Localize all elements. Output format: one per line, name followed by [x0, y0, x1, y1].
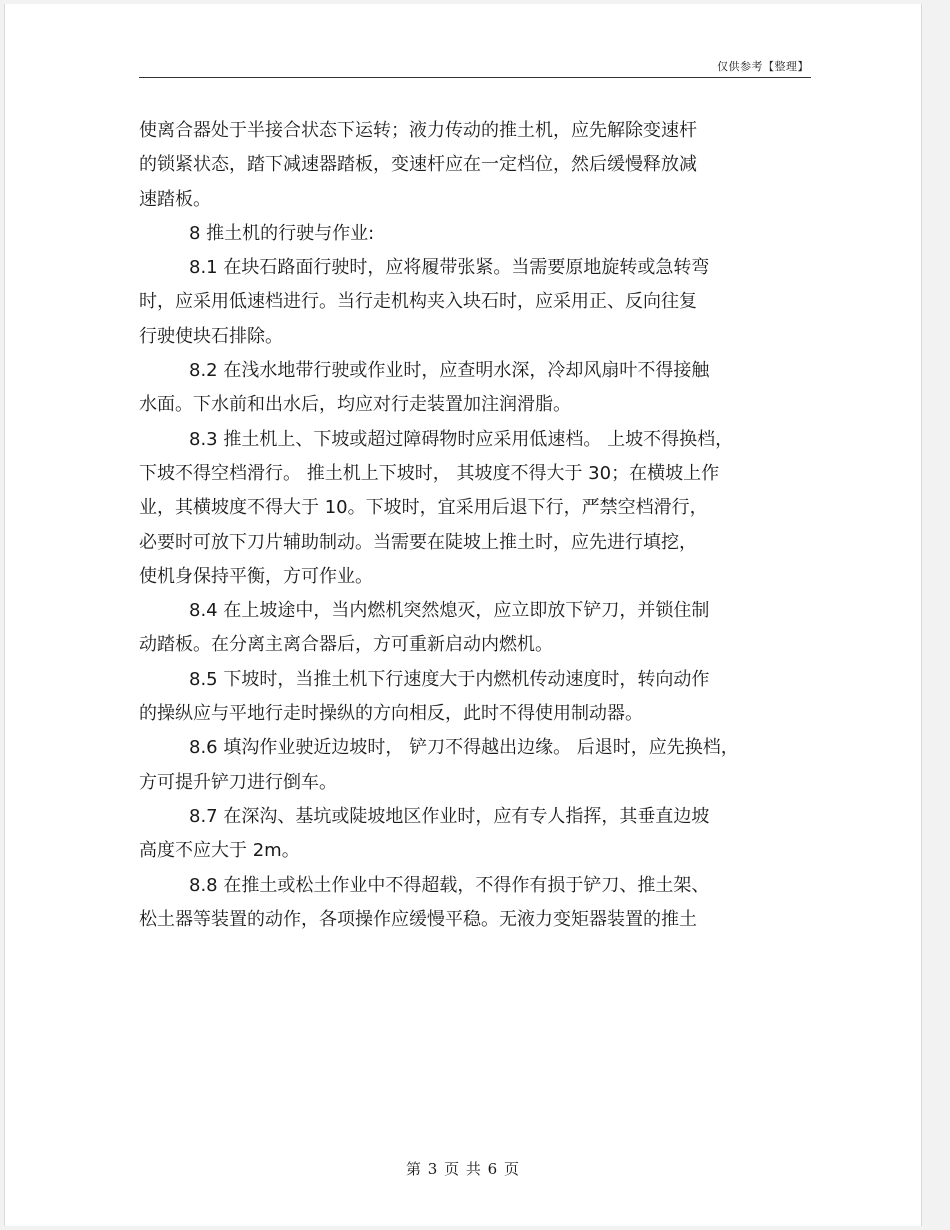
- document-page: [4, 4, 922, 1226]
- text-line: 速踏板。: [139, 188, 211, 210]
- text-line: 8.7 在深沟、基坑或陡坡地区作业时，应有专人指挥，其垂直边坡: [189, 805, 710, 827]
- text-line: 8.4 在上坡途中，当内燃机突然熄灭，应立即放下铲刀，并锁住制: [189, 600, 710, 622]
- text-line: 8.1 在块石路面行驶时，应将履带张紧。当需要原地旋转或急转弯: [189, 257, 710, 279]
- text-line: 8 推土机的行驶与作业:: [189, 222, 375, 244]
- text-line: 8.5 下坡时，当推土机下行速度大于内燃机传动速度时，转向动作: [189, 668, 710, 690]
- text-line: 行驶使块石排除。: [139, 325, 283, 347]
- body-text: [139, 114, 819, 937]
- text-line: 业，其横坡度不得大于 10。下坡时，宜采用后退下行，严禁空档滑行，: [139, 497, 708, 519]
- text-line: 时，应采用低速档进行。当行走机构夹入块石时，应采用正、反向往复: [139, 291, 697, 313]
- text-line: 的锁紧状态，踏下减速器踏板，变速杆应在一定档位，然后缓慢释放减: [139, 154, 697, 176]
- text-line: 必要时可放下刀片辅助制动。当需要在陡坡上推土时，应先进行填挖，: [139, 531, 697, 553]
- text-line: 动踏板。在分离主离合器后，方可重新启动内燃机。: [139, 634, 553, 656]
- text-line: 高度不应大于 2m。: [139, 840, 300, 862]
- text-line: 的操纵应与平地行走时操纵的方向相反，此时不得使用制动器。: [139, 703, 643, 725]
- text-line: 8.6 填沟作业驶近边坡时， 铲刀不得越出边缘。 后退时，应先换档，: [189, 737, 739, 759]
- text-line: 使机身保持平衡，方可作业。: [139, 565, 373, 587]
- page-footer: 第 3 页 共 6 页: [406, 1160, 520, 1178]
- text-line: 8.8 在推土或松土作业中不得超载，不得作有损于铲刀、推土架、: [189, 874, 710, 896]
- page-header: 仅供参考【整理】: [717, 60, 809, 73]
- header-divider: [139, 77, 811, 78]
- text-line: 使离合器处于半接合状态下运转；液力传动的推土机，应先解除变速杆: [139, 120, 697, 141]
- text-line: 方可提升铲刀进行倒车。: [139, 771, 337, 793]
- text-line: 8.2 在浅水地带行驶或作业时，应查明水深，冷却风扇叶不得接触: [189, 360, 710, 382]
- text-line: 水面。下水前和出水后，均应对行走装置加注润滑脂。: [139, 394, 571, 416]
- text-line: 8.3 推土机上、下坡或超过障碍物时应采用低速档。 上坡不得换档，: [189, 428, 734, 450]
- text-line: 下坡不得空档滑行。 推土机上下坡时， 其坡度不得大于 30；在横坡上作: [139, 462, 720, 484]
- text-line: 松土器等装置的动作，各项操作应缓慢平稳。无液力变矩器装置的推土: [139, 908, 697, 930]
